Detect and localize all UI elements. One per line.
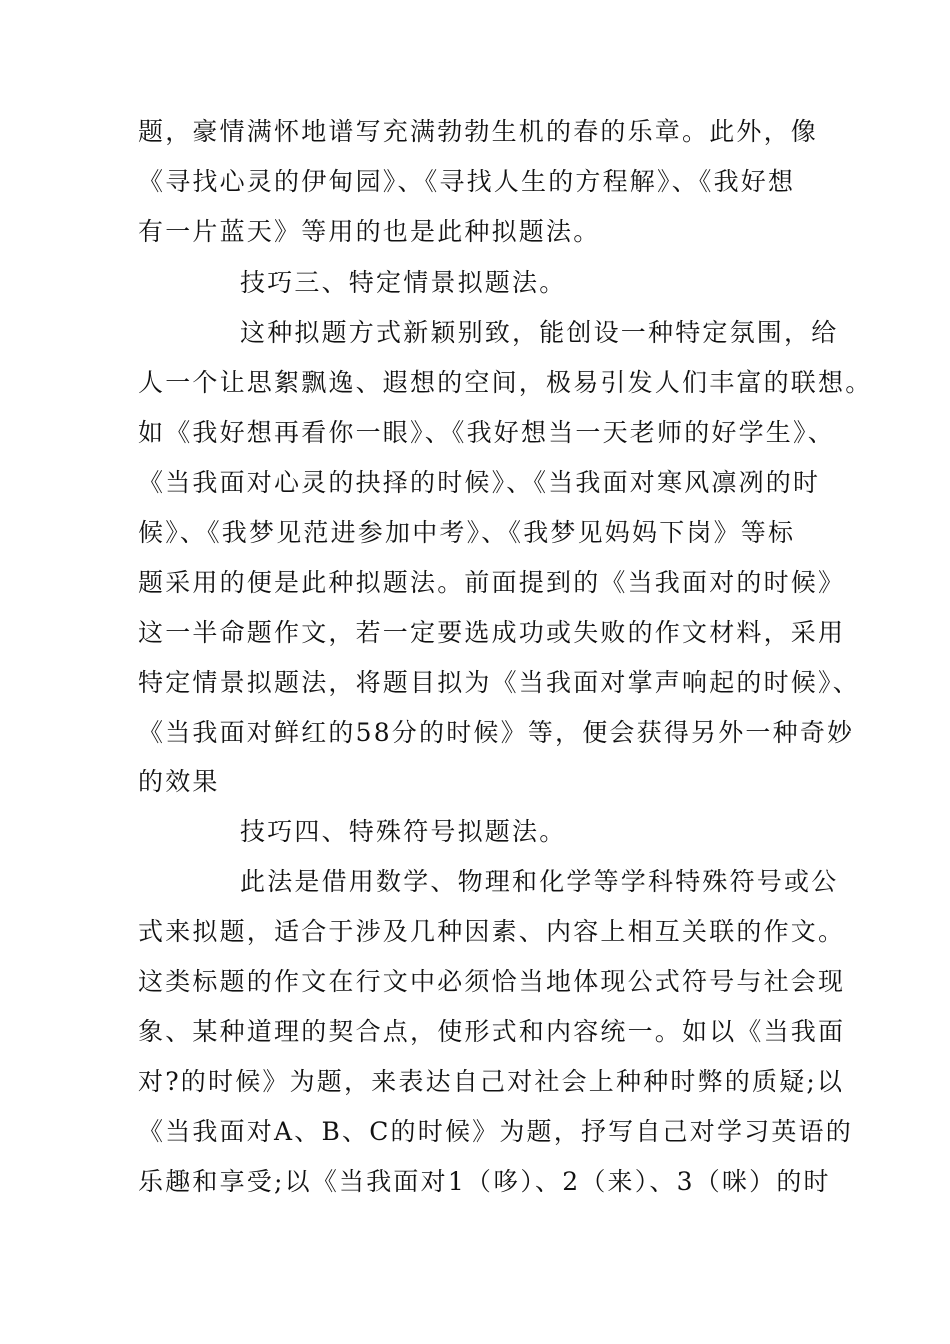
text-line: 如《我好想再看你一眼》、《我好想当一天老师的好学生》、 bbox=[138, 418, 835, 447]
section-heading: 技巧四、特殊符号拟题法。 bbox=[240, 817, 567, 846]
paragraph-first-line: 这种拟题方式新颖别致，能创设一种特定氛围，给 bbox=[240, 318, 839, 347]
text-line: 题，豪情满怀地谱写充满勃勃生机的春的乐章。此外，像 bbox=[138, 117, 819, 146]
section-heading: 技巧三、特定情景拟题法。 bbox=[240, 268, 567, 297]
text-line: 《当我面对心灵的抉择的时候》、《当我面对寒风凛冽的时 bbox=[138, 468, 821, 497]
text-line: 这类标题的作文在行文中必须恰当地体现公式符号与社会现 bbox=[138, 967, 846, 996]
text-line: 人一个让思絮飘逸、遐想的空间，极易引发人们丰富的联想。 bbox=[138, 368, 873, 397]
text-line: 对?的时候》为题，来表达自己对社会上种种时弊的质疑;以 bbox=[138, 1067, 845, 1096]
text-line: 特定情景拟题法，将题目拟为《当我面对掌声响起的时候》、 bbox=[138, 668, 860, 697]
text-line: 《当我面对A、B、C的时候》为题，抒写自己对学习英语的 bbox=[138, 1117, 853, 1146]
text-line: 这一半命题作文，若一定要选成功或失败的作文材料，采用 bbox=[138, 618, 846, 647]
text-line: 象、某种道理的契合点，使形式和内容统一。如以《当我面 bbox=[138, 1017, 846, 1046]
text-line: 有一片蓝天》等用的也是此种拟题法。 bbox=[138, 217, 601, 246]
text-line: 《当我面对鲜红的58分的时候》等，便会获得另外一种奇妙 bbox=[138, 718, 855, 747]
text-line: 的效果 bbox=[138, 767, 220, 796]
text-line: 乐趣和享受;以《当我面对1（哆）、2（来）、3（咪）的时 bbox=[138, 1167, 831, 1196]
text-line: 候》、《我梦见范进参加中考》、《我梦见妈妈下岗》等标 bbox=[138, 518, 796, 547]
paragraph-first-line: 此法是借用数学、物理和化学等学科特殊符号或公 bbox=[240, 867, 839, 896]
text-line: 题采用的便是此种拟题法。前面提到的《当我面对的时候》 bbox=[138, 568, 846, 597]
text-line: 《寻找心灵的伊甸园》、《寻找人生的方程解》、《我好想 bbox=[138, 167, 796, 196]
text-line: 式来拟题，适合于涉及几种因素、内容上相互关联的作文。 bbox=[138, 917, 846, 946]
